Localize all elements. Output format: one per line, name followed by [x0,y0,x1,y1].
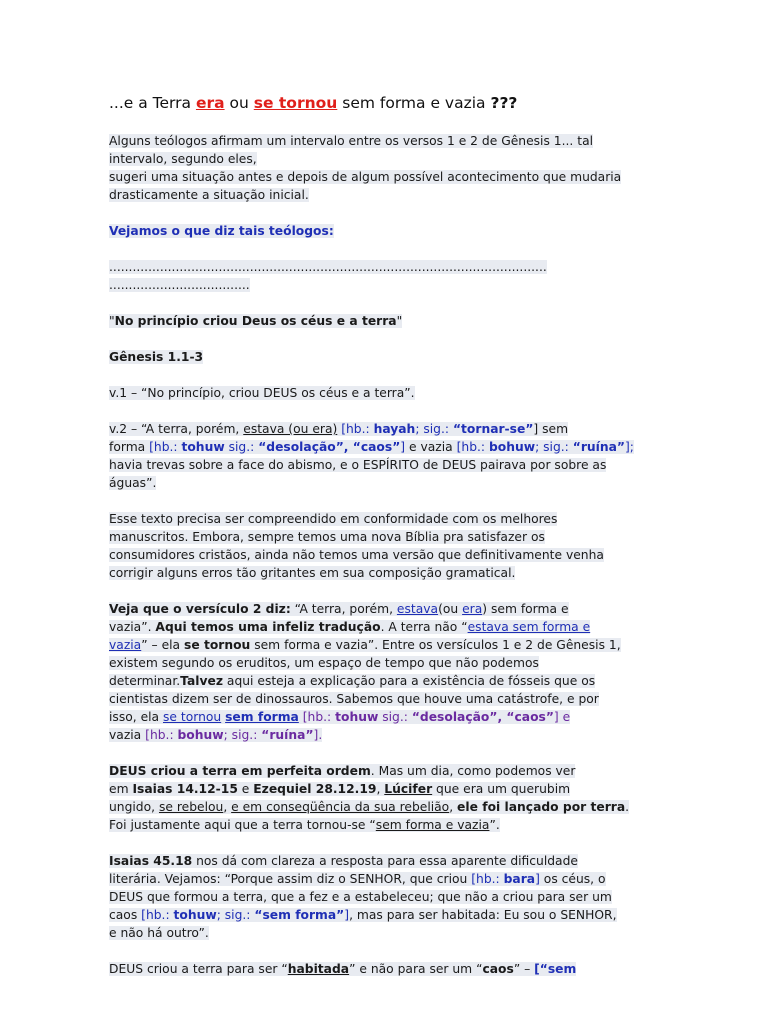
hebrew-bracket: ]. [313,728,323,742]
hebrew-sig: ; sig.: [535,440,573,454]
paragraph-final [109,960,654,978]
hebrew-sig: ; sig.: [216,908,255,922]
bold-text: se tornou [184,638,251,652]
hebrew-meaning: “tornar-se” [452,422,534,436]
text: Foi justamente aqui que a terra tornou-se “ [109,818,376,832]
bold-text: caos [482,962,514,976]
text: e vazia [405,440,457,454]
text: nos dá com clareza a resposta para essa aparente dificuldade [192,854,578,868]
intro-line: drasticamente a situação inicial. [109,188,309,202]
hebrew-meaning: “desolação”, “caos” [258,440,401,454]
vejamos-heading [109,222,654,240]
se-tornou-link[interactable]: se tornou [163,710,222,724]
dots-line: .................................... [109,278,250,292]
text: aqui esteja a explicação para a existência de fósseis que os [223,674,596,688]
text: “A terra, porém, [290,602,397,616]
hebrew-meaning: “sem forma” [254,908,345,922]
hebrew-sig: ; sig.: [223,728,262,742]
text: , [449,800,458,814]
document-page [109,92,654,996]
text: cientistas dizem ser de dinossauros. Sabemos que houve uma catástrofe, e por [109,692,599,706]
vejamos-text: Vejamos o que diz tais teólogos: [109,224,334,238]
text: literária. Vejamos: “Porque assim diz o SENHOR, que criou [109,872,472,886]
paragraph-deus [109,762,654,834]
hebrew-bracket: [hb.: [149,440,182,454]
title-question-marks: ??? [490,94,518,112]
text: ) sem forma e [482,602,569,616]
text: existem segundo os eruditos, um espaço de tempo que não podemos [109,656,539,670]
title-text: ...e a Terra [109,94,196,112]
era-link[interactable]: era [462,602,483,616]
hebrew-meaning: [“sem [534,962,577,976]
text: ” e não para ser um “ [349,962,483,976]
hebrew-sig: sig.: [224,440,259,454]
dots-line: ................................................................................................................ [109,260,547,274]
bold-text: ele foi lançado por terra [457,800,626,814]
underlined-text: estava (ou era) [243,422,338,436]
text: DEUS criou a terra para ser “ [109,962,288,976]
text: em [109,782,133,796]
hebrew-bracket: ] [344,908,350,922]
bold-text: Talvez [180,674,224,688]
bold-text: Ezequiel 28.12.19 [253,782,377,796]
text: vazia [109,728,146,742]
text: , mas para ser habitada: Eu sou o SENHOR, [349,908,617,922]
hebrew-meaning: “desolação”, “caos” [411,710,554,724]
text: ” – [513,962,535,976]
hebrew-bracket: [hb.: [337,422,374,436]
text: corrigir alguns erros tão gritantes em sua composição gramatical. [109,566,516,580]
bold-text: DEUS criou a terra em perfeita ordem [109,764,371,778]
hebrew-sig: ; sig.: [415,422,453,436]
text: determinar. [109,674,181,688]
hebrew-word: tohuw [181,440,225,454]
text: águas”. [109,476,157,490]
hebrew-word: bara [503,872,536,886]
text: ” – ela [141,638,184,652]
hebrew-bracket: [hb.: [456,440,489,454]
text: Esse texto precisa ser compreendido em conformidade com os melhores [109,512,558,526]
text: os céus, o [539,872,606,886]
vazia-link[interactable]: vazia [109,638,142,652]
underlined-text: sem forma e vazia [375,818,490,832]
hebrew-bracket: ] [400,440,406,454]
quote-mark: " [109,314,115,328]
text: , [376,782,385,796]
hebrew-sig: sig.: [378,710,412,724]
text: . [625,800,630,814]
text: e [237,782,254,796]
dotted-separator [109,258,654,294]
title-text: ou [224,94,254,112]
text: . A terra não “ [380,620,468,634]
hebrew-bracket: [hb.: [471,872,504,886]
hebrew-word: bohuw [177,728,224,742]
quote-heading [109,312,654,330]
text: manuscritos. Embora, sempre temos uma nova Bíblia pra satisfazer os [109,530,545,544]
bold-text: Aqui temos uma infeliz tradução [155,620,381,634]
hebrew-bracket: [hb.: [141,908,174,922]
text: (ou [438,602,463,616]
text: consumidores cristãos, ainda não temos uma versão que definitivamente venha [109,548,604,562]
quote-text: No princípio criou Deus os céus e a terra [114,314,397,328]
text: caos [109,908,142,922]
title-era-link[interactable]: era [195,94,225,112]
title-se-tornou-link[interactable]: se tornou [253,94,338,112]
verse-1 [109,384,654,402]
text: e não há outro”. [109,926,209,940]
hebrew-bracket: [hb.: [145,728,178,742]
reference-text: Gênesis 1.1-3 [109,350,204,364]
hebrew-word: tohuw [173,908,217,922]
text: ungido, [109,800,159,814]
bold-text: Veja que o versículo 2 diz: [109,602,291,616]
underlined-text: se rebelou [158,800,224,814]
text: que era um querubim [432,782,571,796]
text: havia trevas sobre a face do abismo, e o ESPÍRITO de DEUS pairava por sobre as [109,458,607,472]
bold-underlined-text: Lúcifer [384,782,433,796]
text: v.2 – “A terra, porém, [109,422,244,436]
estava-link[interactable]: estava [396,602,439,616]
text: DEUS que formou a terra, que a fez e a estabeleceu; que não a criou para ser um [109,890,612,904]
estava-sem-forma-link[interactable]: estava sem forma e [467,620,591,634]
hebrew-word: bohuw [488,440,536,454]
reference-heading [109,348,654,366]
hebrew-bracket: ] [535,872,540,886]
text: vazia”. [109,620,156,634]
text: isso, ela [109,710,163,724]
text: , [223,800,232,814]
text: ”. [489,818,500,832]
text: . Mas um dia, como podemos ver [370,764,576,778]
text: forma [109,440,150,454]
paragraph-texto [109,510,654,582]
paragraph-isaias [109,852,654,942]
quote-mark: " [396,314,403,328]
intro-paragraph [109,132,654,204]
hebrew-bracket: ] e [553,710,571,724]
intro-line: Alguns teólogos afirmam um intervalo entre os versos 1 e 2 de Gênesis 1... tal [109,134,594,148]
bold-text: Isaias 45.18 [109,854,193,868]
bold-underlined-text: habitada [287,962,350,976]
hebrew-meaning: “ruína” [572,440,625,454]
verse-1-text: v.1 – “No princípio, criou DEUS os céus e a terra”. [109,386,415,400]
title-text: sem forma e vazia [337,94,491,112]
hebrew-bracket: [hb.: [298,710,336,724]
hebrew-word: hayah [373,422,416,436]
sem-forma-link[interactable]: sem forma [225,710,299,724]
paragraph-veja [109,600,654,744]
intro-line: sugeri uma situação antes e depois de algum possível acontecimento que mudaria [109,170,622,184]
hebrew-meaning: “ruína” [261,728,314,742]
text: sem forma e vazia”. Entre os versículos 1 e 2 de Gênesis 1, [250,638,621,652]
hebrew-word: tohuw [335,710,379,724]
intro-line: intervalo, segundo eles, [109,152,257,166]
text: ] sem [533,422,569,436]
hebrew-bracket: ]; [625,440,634,454]
bold-text: Isaias 14.12-15 [132,782,238,796]
underlined-text: e em conseqüência da sua rebelião [231,800,450,814]
verse-2 [109,420,654,492]
page-title [109,92,654,114]
